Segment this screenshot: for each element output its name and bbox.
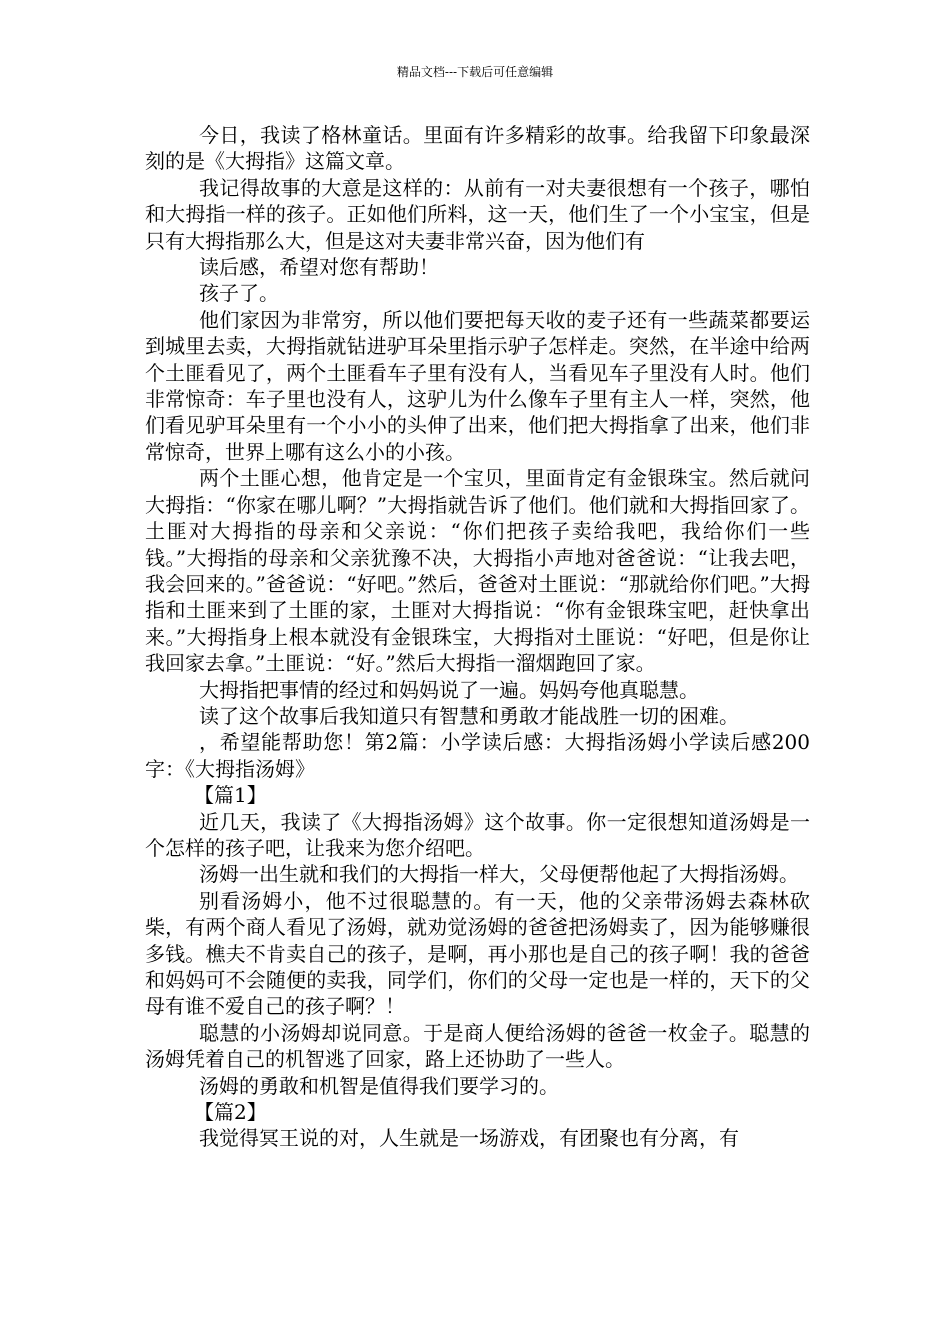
document-body <box>145 122 810 1152</box>
paragraph: 读了这个故事后我知道只有智慧和勇敢才能战胜一切的困难。 <box>199 703 739 728</box>
paragraph: ，希望能帮助您！第2篇：小学读后感：大拇指汤姆小学读后感200字：《大拇指汤姆》 <box>145 730 810 781</box>
paragraph: 聪慧的小汤姆却说同意。于是商人便给汤姆的爸爸一枚金子。聪慧的汤姆凭着自己的机智逃了回家，路上还协助了一些人。 <box>145 1020 810 1072</box>
paragraph: 他们家因为非常穷，所以他们要把每天收的麦子还有一些蔬菜都要运到城里去卖，大拇指就钻进驴耳朵里指示驴子怎样走。突然，在半途中给两个土匪看见了，两个土匪看车子里有没有人，当看见车子里没有人时。他们非常惊奇：车子里也没有人，这驴儿为什么像车子里有主人一样，突然，他们看见驴耳朵里有一个小小的头伸了出来，他们把大拇指拿了出来，他们非常惊奇，世界上哪有这么小的小孩。 <box>145 307 810 464</box>
paragraph: 今日，我读了格林童话。里面有许多精彩的故事。给我留下印象最深刻的是《大拇指》这篇文章。 <box>145 123 810 174</box>
paragraph: 汤姆一出生就和我们的大拇指一样大，父母便帮他起了大拇指汤姆。 <box>199 862 799 887</box>
paragraph: 我记得故事的大意是这样的：从前有一对夫妻很想有一个孩子，哪怕和大拇指一样的孩子。正如他们所料，这一天，他们生了一个小宝宝，但是只有大拇指那么大，但是这对夫妻非常兴奋，因为他们有 <box>145 175 810 253</box>
paragraph: 大拇指把事情的经过和妈妈说了一遍。妈妈夸他真聪慧。 <box>199 677 699 702</box>
paragraph: 别看汤姆小，他不过很聪慧的。有一天，他的父亲带汤姆去森林砍柴，有两个商人看见了汤姆，就劝觉汤姆的爸爸把汤姆卖了，因为能够赚很多钱。樵夫不肯卖自己的孩子，是啊，再小那也是自己的孩子啊！我的爸爸和妈妈可不会随便的卖我，同学们，你们的父母一定也是一样的，天下的父母有谁不爱自己的孩子啊？！ <box>145 888 810 1019</box>
paragraph: 两个土匪心想，他肯定是一个宝贝，里面肯定有金银珠宝。然后就问大拇指：“你家在哪儿啊？”大拇指就告诉了他们。他们就和大拇指回家了。土匪对大拇指的母亲和父亲说：“你们把孩子卖给我吧，我给你们一些钱。”大拇指的母亲和父亲犹豫不决，大拇指小声地对爸爸说：“让我去吧，我会回来的。”爸爸说：“好吧。”然后，爸爸对土匪说：“那就给你们吧。”大拇指和土匪来到了土匪的家，土匪对大拇指说：“你有金银珠宝吧，赶快拿出来。”大拇指身上根本就没有金银珠宝，大拇指对土匪说：“好吧，但是你让我回家去拿。”土匪说：“好。”然后大拇指一溜烟跑回了家。 <box>145 466 810 676</box>
section-heading: 【篇2】 <box>194 1100 267 1125</box>
paragraph: 读后感，希望对您有帮助！ <box>199 255 439 280</box>
paragraph: 汤姆的勇敢和机智是值得我们要学习的。 <box>199 1073 559 1098</box>
paragraph: 孩子了。 <box>199 281 279 306</box>
section-heading: 【篇1】 <box>194 783 267 808</box>
paragraph: 我觉得冥王说的对，人生就是一场游戏，有团聚也有分离，有 <box>199 1126 739 1151</box>
page-header: 精品文档---下载后可任意编辑 <box>396 65 554 79</box>
paragraph: 近几天，我读了《大拇指汤姆》这个故事。你一定很想知道汤姆是一个怎样的孩子吧，让我来为您介绍吧。 <box>145 809 810 860</box>
